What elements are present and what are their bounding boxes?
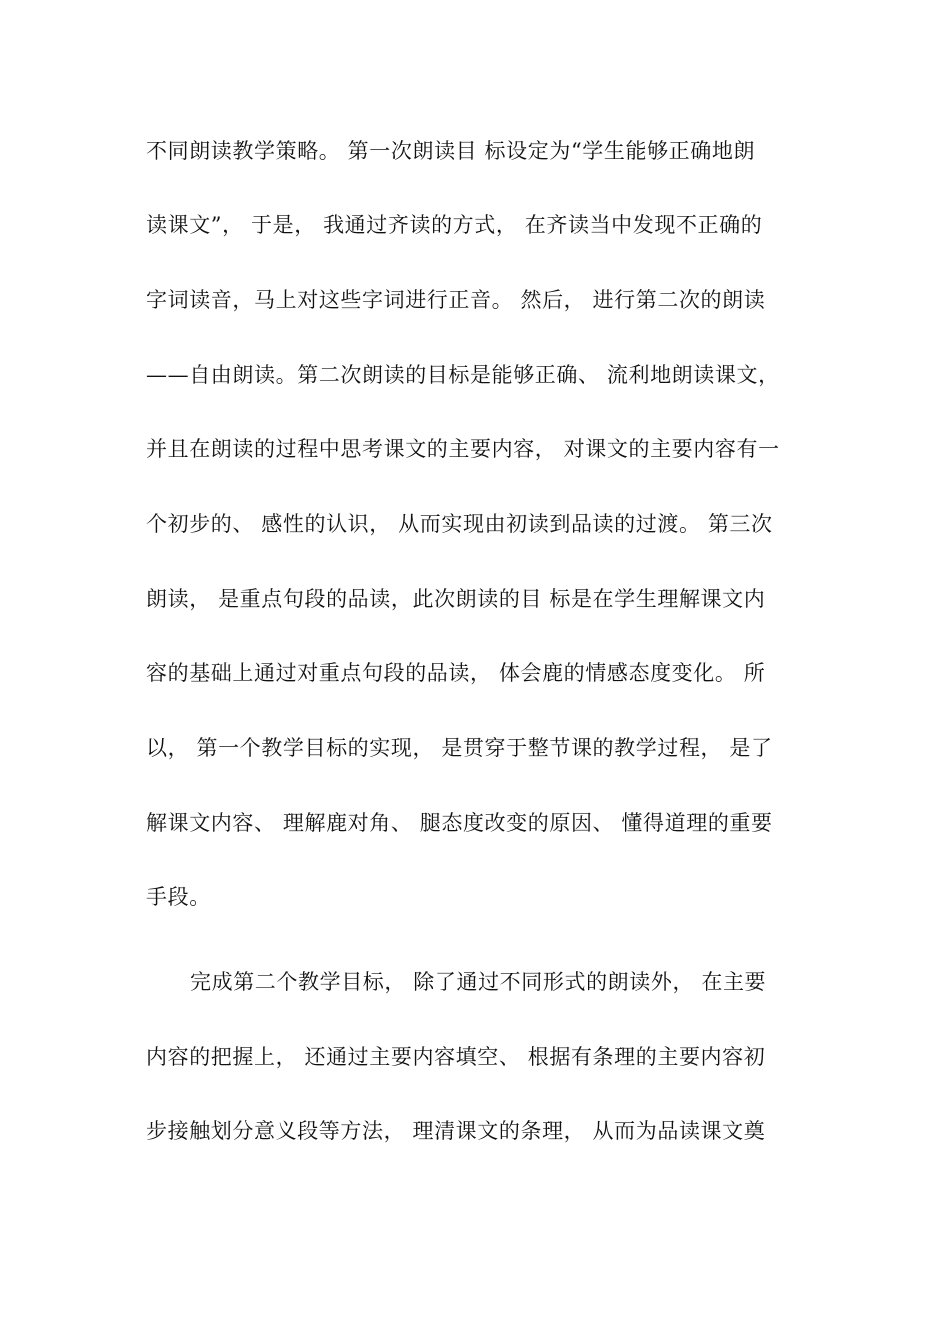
text-line: 内容的把握上， 还通过主要内容填空、 根据有条理的主要内容初 [146, 1045, 766, 1069]
text-line: ——自由朗读。第二次朗读的目标是能够正确、 流利地朗读课文， [146, 363, 780, 387]
text-line: 朗读， 是重点句段的品读，此次朗读的目 标是在学生理解课文内 [146, 587, 766, 611]
text-line: 容的基础上通过对重点句段的品读， 体会鹿的情感态度变化。 所 [146, 661, 766, 685]
text-line: 读课文”， 于是， 我通过齐读的方式， 在齐读当中发现不正确的 [146, 213, 763, 237]
text-line: 完成第二个教学目标， 除了通过不同形式的朗读外， 在主要 [190, 970, 767, 994]
text-line: 个初步的、 感性的认识， 从而实现由初读到品读的过渡。 第三次 [146, 512, 773, 536]
text-line: 步接触划分意义段等方法， 理清课文的条理， 从而为品读课文奠 [146, 1119, 766, 1143]
text-line: 以， 第一个教学目标的实现， 是贯穿于整节课的教学过程， 是了 [146, 736, 773, 760]
text-line: 字词读音，马上对这些字词进行正音。 然后， 进行第二次的朗读 [146, 288, 766, 312]
text-line: 并且在朗读的过程中思考课文的主要内容， 对课文的主要内容有一 [146, 437, 780, 461]
text-line: 不同朗读教学策略。 第一次朗读目 标设定为“学生能够正确地朗 [146, 139, 756, 163]
text-line: 解课文内容、 理解鹿对角、 腿态度改变的原因、 懂得道理的重要 [146, 811, 773, 835]
text-line: 手段。 [146, 885, 211, 909]
